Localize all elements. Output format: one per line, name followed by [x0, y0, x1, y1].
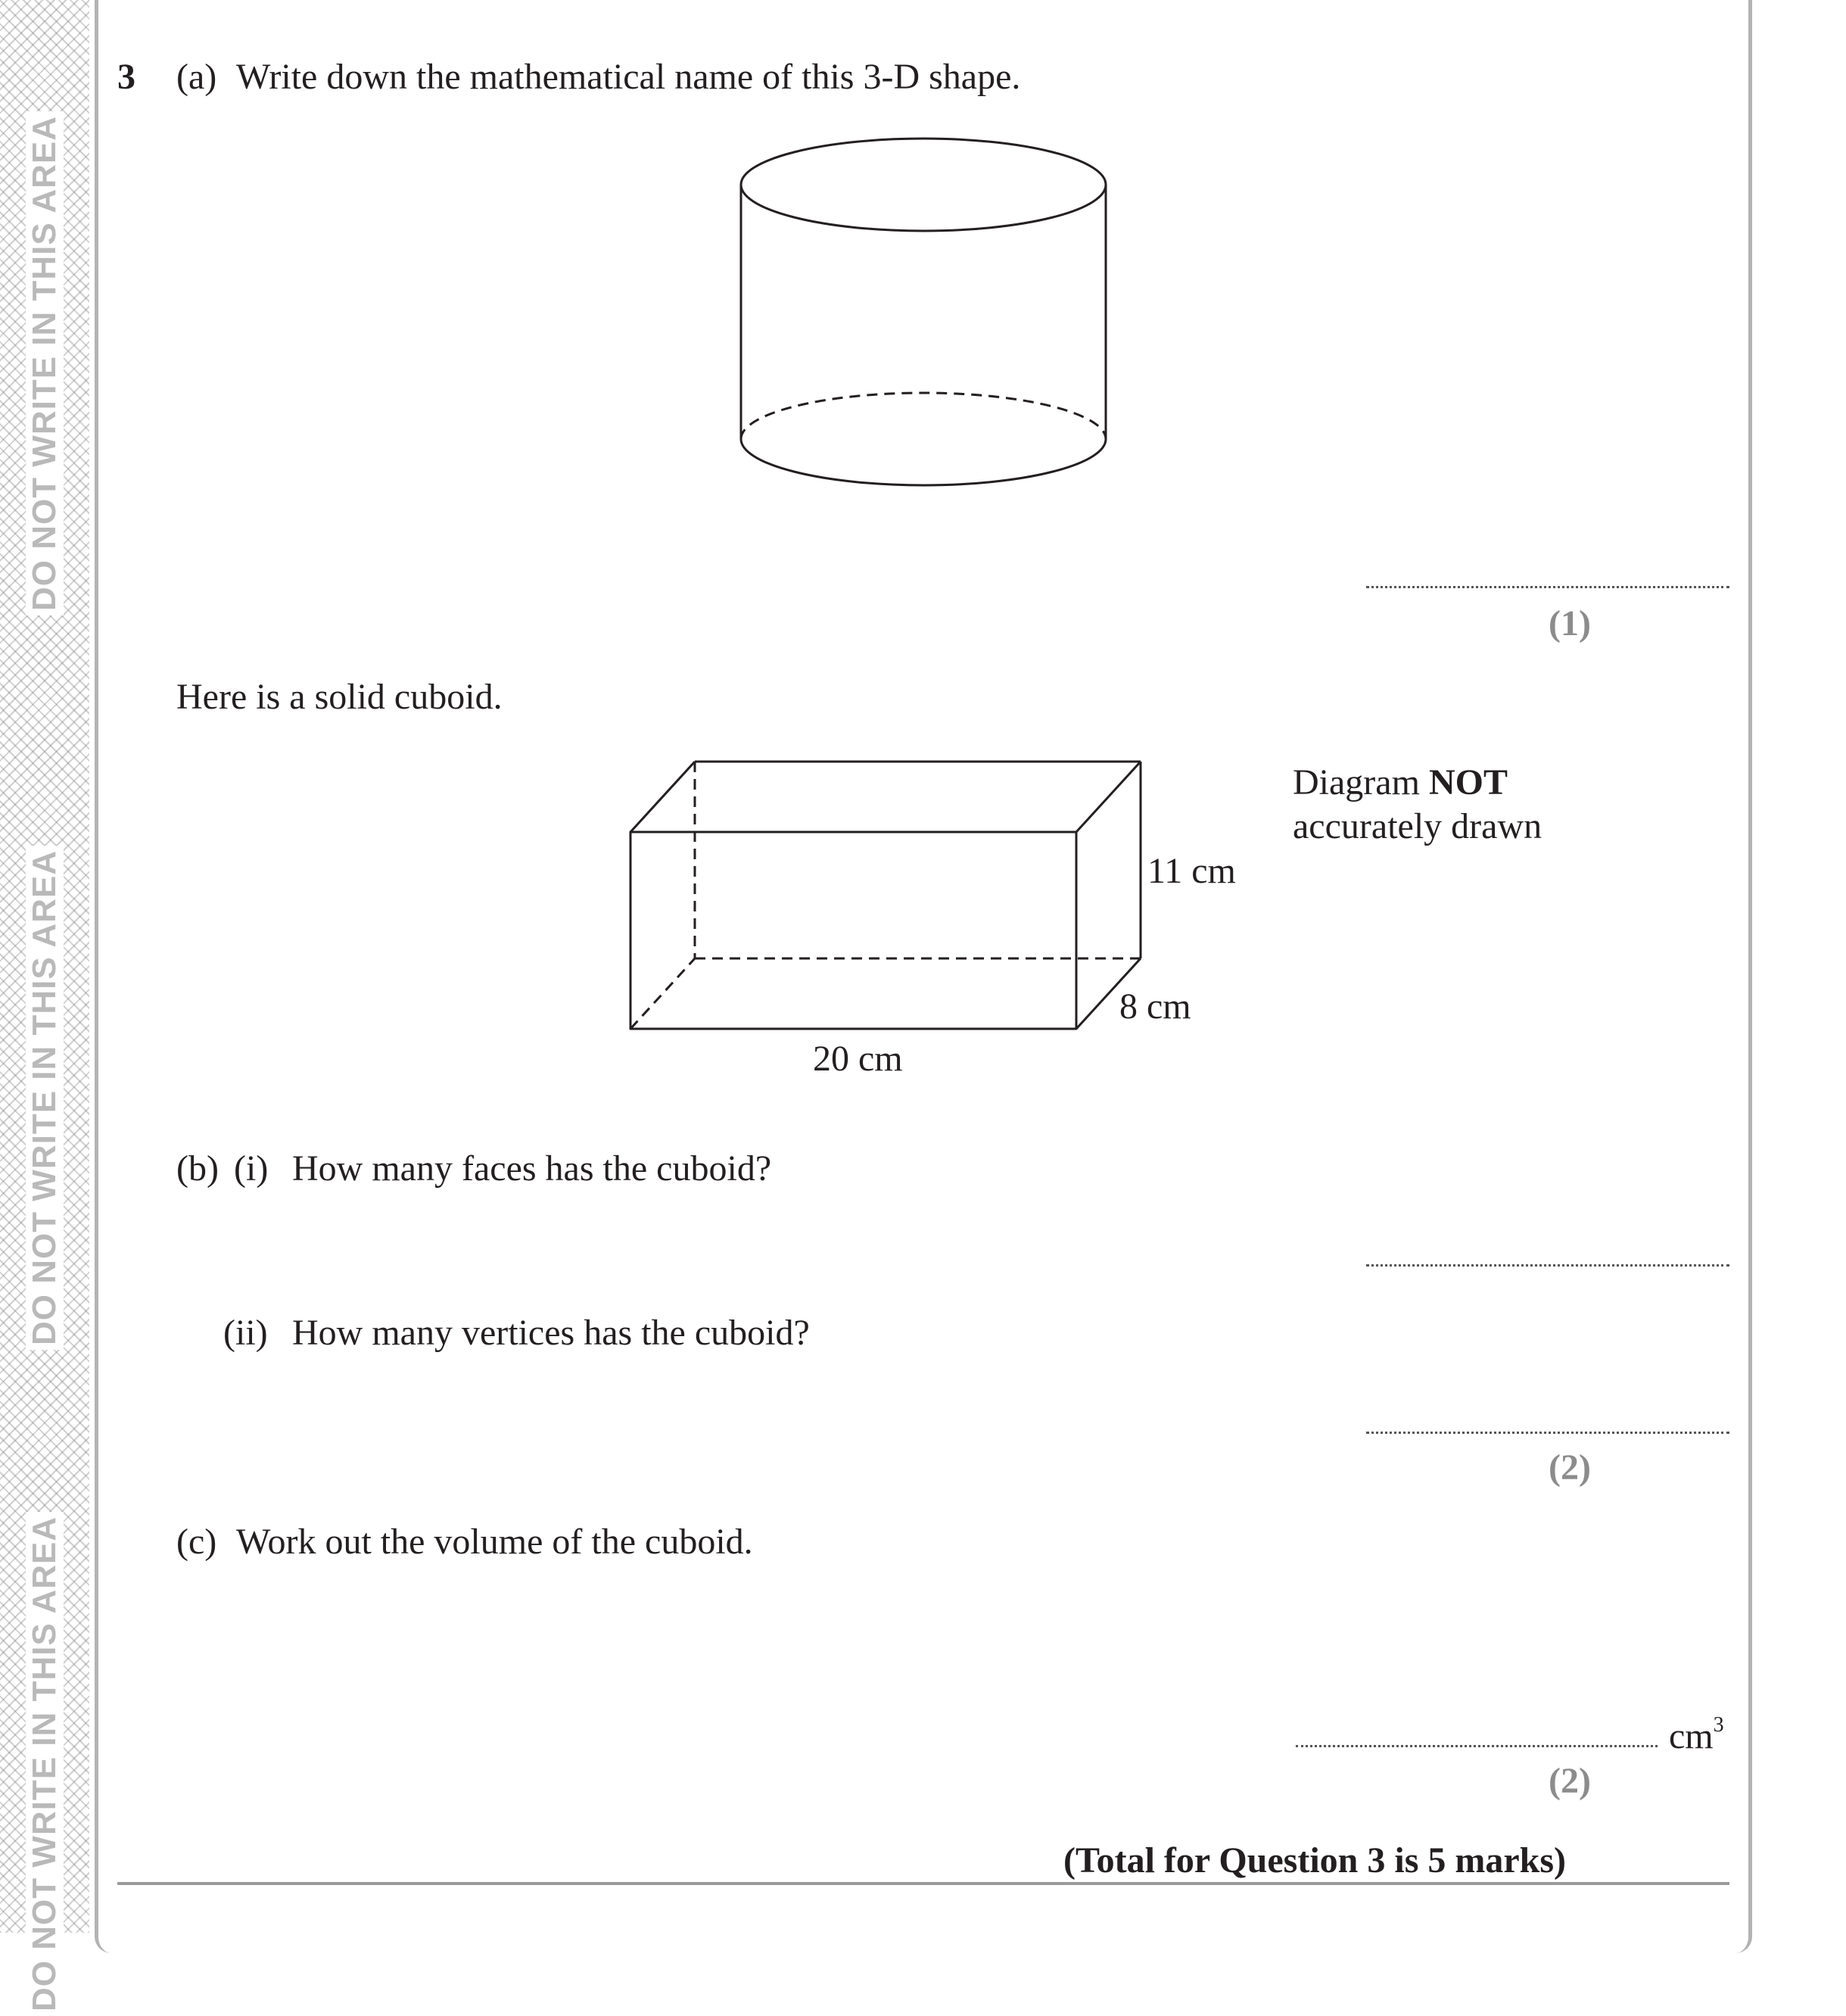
- part-c-label: (c): [176, 1522, 217, 1562]
- part-b-ii-question: How many vertices has the cuboid?: [292, 1313, 810, 1353]
- part-b-i-label: (i): [234, 1148, 269, 1189]
- cuboid-depth-label: 8 cm: [1119, 986, 1191, 1027]
- part-b-i-answer-line[interactable]: [1366, 1264, 1729, 1267]
- part-a-label: (a): [176, 57, 217, 97]
- diagram-note-line2: accurately drawn: [1293, 806, 1542, 846]
- part-b-ii-label: (ii): [223, 1313, 268, 1353]
- cuboid-height-label: 11 cm: [1147, 851, 1236, 891]
- cuboid-hidden-depth-edge: [630, 958, 695, 1029]
- cuboid-front-face: [630, 832, 1076, 1029]
- part-a-question: Write down the mathematical name of this 3-D shape.: [236, 57, 1021, 97]
- part-c-answer-line[interactable]: [1296, 1745, 1658, 1747]
- question-end-rule: [117, 1882, 1729, 1885]
- diagram-note-line1: Diagram NOT: [1293, 762, 1508, 802]
- part-c-marks: (2): [1549, 1761, 1591, 1801]
- part-b-marks: (2): [1549, 1447, 1591, 1488]
- cuboid-top-left-edge: [630, 762, 695, 832]
- part-a-marks: (1): [1549, 603, 1591, 643]
- cuboid-length-label: 20 cm: [813, 1039, 903, 1079]
- question-number: 3: [117, 57, 135, 97]
- cuboid-top-right-edge: [1076, 762, 1141, 832]
- part-c-unit: $cm^3$: [1669, 1713, 1724, 1756]
- part-b-label: (b): [176, 1148, 219, 1189]
- margin-strip: DO NOT WRITE IN THIS AREA DO NOT WRITE IN THIS AREA DO NOT WRITE IN THIS AREA: [0, 0, 89, 1933]
- question-total: (Total for Question 3 is 5 marks): [1063, 1840, 1567, 1880]
- part-b-ii-answer-line[interactable]: [1366, 1432, 1729, 1434]
- cuboid-intro: Here is a solid cuboid.: [176, 677, 503, 717]
- part-c-question: Work out the volume of the cuboid.: [236, 1522, 753, 1562]
- part-b-i-question: How many faces has the cuboid?: [292, 1148, 772, 1189]
